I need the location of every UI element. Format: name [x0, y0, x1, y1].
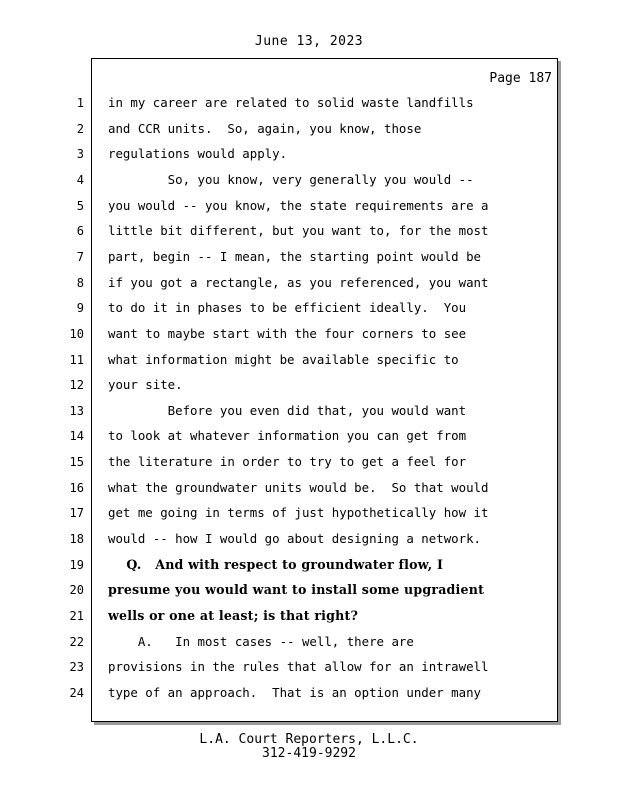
line-number: 9: [76, 301, 84, 315]
line-number: 3: [76, 147, 84, 161]
transcript-line-text: get me going in terms of just hypothetically how it: [108, 505, 489, 520]
transcript-line-text: and CCR units. So, again, you know, those: [108, 121, 422, 136]
transcript-date: June 13, 2023: [254, 34, 364, 49]
transcript-line-text: provisions in the rules that allow for an intrawell: [108, 659, 489, 674]
transcript-line-text: the literature in order to try to get a feel for: [108, 454, 467, 469]
line-number: 24: [69, 686, 84, 700]
line-number: 17: [69, 506, 84, 520]
line-number: 18: [69, 532, 84, 546]
line-number: 13: [69, 404, 84, 418]
transcript-line-text: want to maybe start with the four corners to see: [108, 326, 467, 341]
transcript-line-text: A. In most cases -- well, there are: [108, 634, 414, 649]
line-number: 12: [69, 378, 84, 392]
reporter-company: L.A. Court Reporters, L.L.C.: [199, 732, 419, 747]
line-number: 15: [69, 455, 84, 469]
line-number: 22: [69, 635, 84, 649]
transcript-line-text: So, you know, very generally you would --: [108, 172, 474, 187]
transcript-line-text: would -- how I would go about designing a network.: [108, 531, 481, 546]
line-number: 11: [69, 353, 84, 367]
transcript-line-text: presume you would want to install some upgradient: [108, 582, 485, 597]
reporter-phone: 312-419-9292: [262, 746, 356, 761]
transcript-line-text: Q. And with respect to groundwater flow, I: [108, 557, 444, 572]
transcript-line-text: Before you even did that, you would want: [108, 403, 467, 418]
transcript-line-text: in my career are related to solid waste landfills: [108, 95, 474, 110]
line-number: 5: [76, 199, 84, 213]
line-number: 2: [76, 122, 84, 136]
transcript-line-text: you would -- you know, the state requirements are a: [108, 198, 489, 213]
transcript-line-text: regulations would apply.: [108, 146, 288, 161]
line-number: 14: [69, 429, 84, 443]
transcript-line-text: your site.: [108, 377, 183, 392]
transcript-line-text: what the groundwater units would be. So that would: [108, 480, 489, 495]
line-number: 20: [69, 583, 84, 597]
transcript-line-text: type of an approach. That is an option under many: [108, 685, 481, 700]
line-number: 10: [69, 327, 84, 341]
transcript-line-text: to do it in phases to be efficient ideally. You: [108, 300, 467, 315]
transcript-line-text: part, begin -- I mean, the starting point would be: [108, 249, 481, 264]
line-number: 7: [76, 250, 84, 264]
line-number: 16: [69, 481, 84, 495]
transcript-line-text: what information might be available specific to: [108, 352, 459, 367]
line-number: 6: [76, 224, 84, 238]
line-number: 23: [69, 660, 84, 674]
line-number: 21: [69, 609, 84, 623]
line-number: 8: [76, 276, 84, 290]
transcript-line-text: if you got a rectangle, as you referenced, you want: [108, 275, 489, 290]
line-number: 1: [76, 96, 84, 110]
footer: [0, 733, 618, 761]
page-number: Page 187: [489, 71, 552, 86]
line-number: 19: [69, 558, 84, 572]
transcript-line-text: wells or one at least; is that right?: [108, 608, 359, 623]
line-number: 4: [76, 173, 84, 187]
transcript-line-text: to look at whatever information you can get from: [108, 428, 467, 443]
transcript-line-text: little bit different, but you want to, for the most: [108, 223, 489, 238]
